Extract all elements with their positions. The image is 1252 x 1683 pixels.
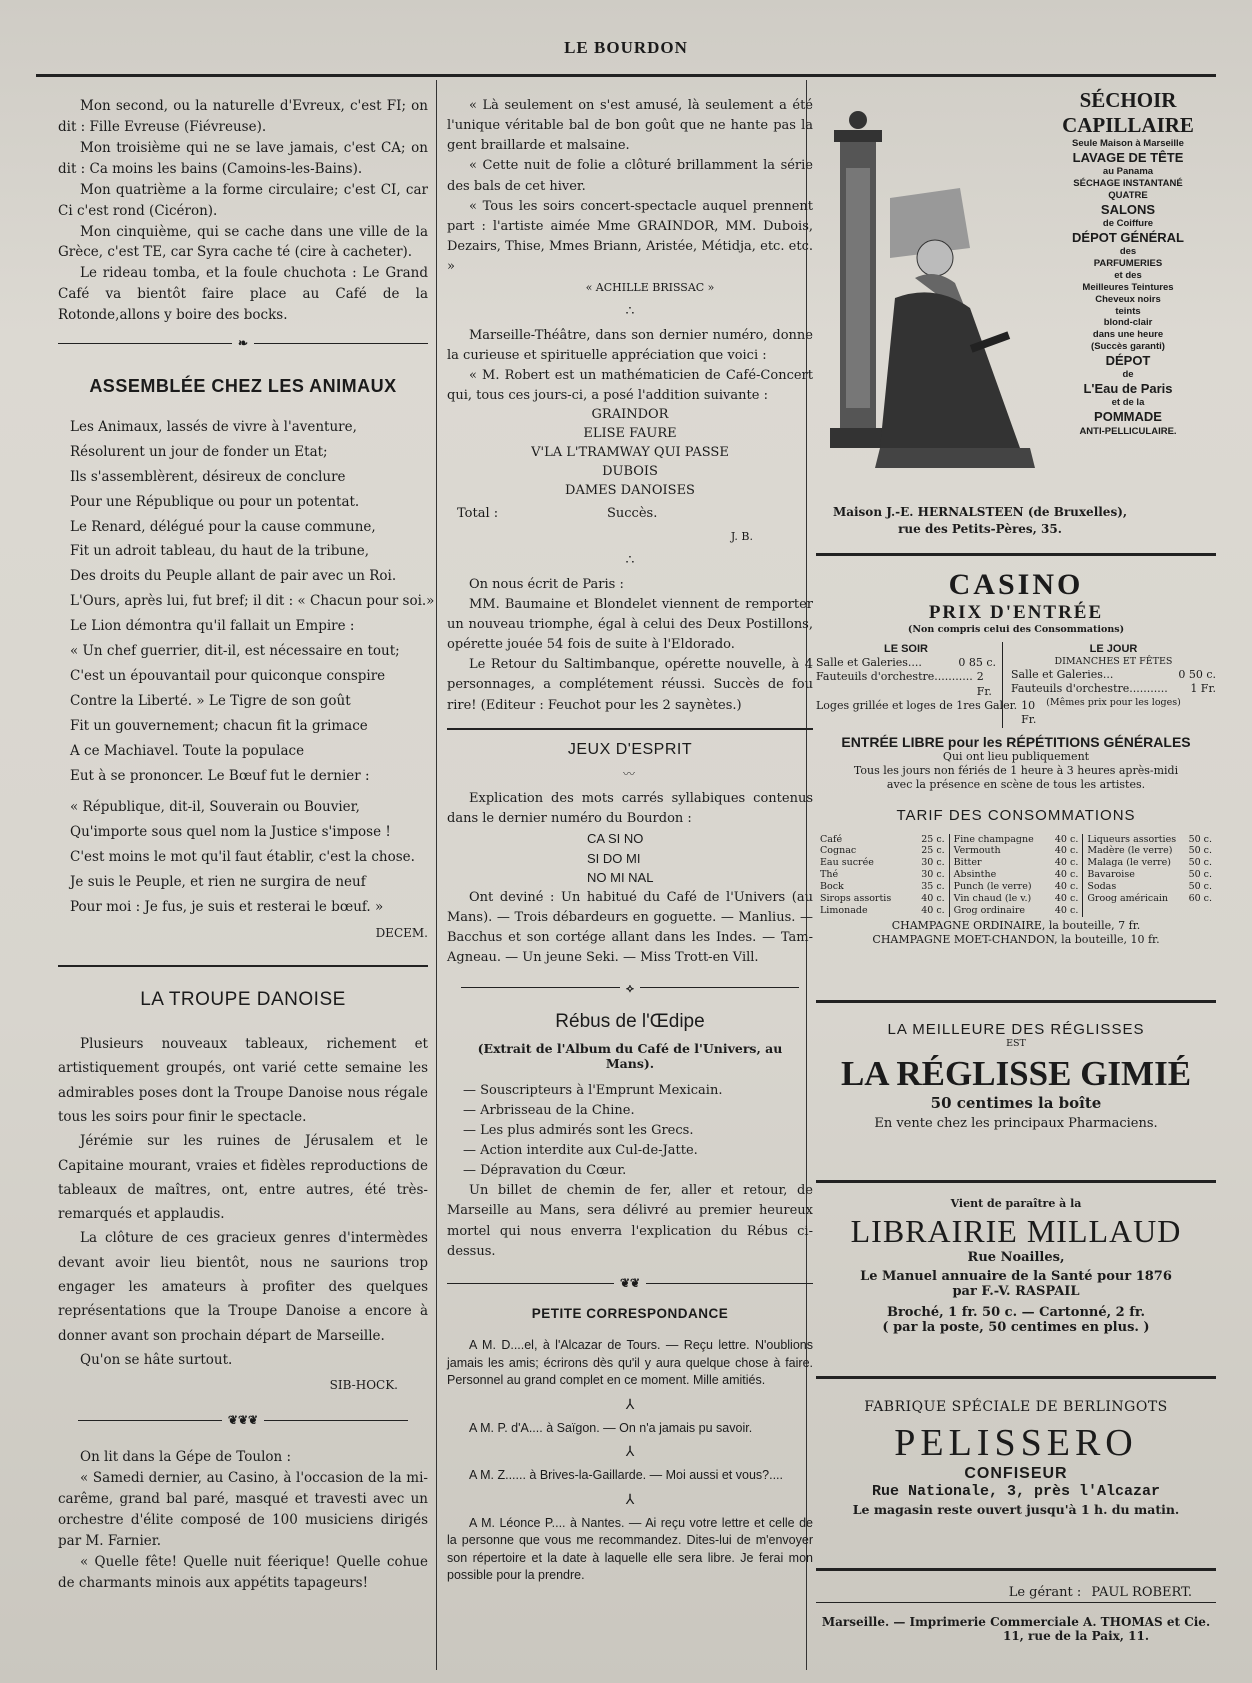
poem-line: Qu'importe sous quel nom la Justice s'impose !	[70, 824, 391, 841]
reglisse-ad	[816, 1000, 1216, 1131]
reglisse-price: 50 centimes la boîte	[930, 1093, 1102, 1112]
poem-line: Fit un gouvernement; chacun fit la grimace	[70, 718, 368, 735]
tarif-item: Grog ordinaire	[953, 904, 1025, 916]
sechoir-lines	[1040, 138, 1216, 437]
jeux-intro: Explication des mots carrés syllabiques contenus dans le dernier numéro du Bourdon :	[447, 791, 813, 827]
tarif-item: Thé	[820, 869, 839, 881]
tarif-price: 50 c.	[1188, 857, 1213, 869]
pelissero-title: PELISSERO	[894, 1422, 1138, 1464]
paragraph: Jérémie sur les ruines de Jérusalem et le Capitaine mourant, vraies et fidèles reproductions de tableaux de maîtres, ont, entre autres, été très-remarqués et applaudis.	[58, 1133, 428, 1223]
rebus-title: Rébus de l'Œdipe	[555, 1011, 705, 1033]
paragraph: Mon quatrième a la forme circulaire; c'est CI, car Ci c'est rond (Cicéron).	[58, 181, 428, 219]
sechoir-line: des	[1119, 246, 1137, 258]
sechoir-line: blond-clair	[1103, 317, 1153, 329]
poem-line: Les Animaux, lassés de vivre à l'aventure,	[70, 418, 357, 435]
tarif-row	[820, 893, 945, 905]
casino-title: CASINO	[948, 568, 1084, 601]
price-value: 10 Fr.	[1021, 699, 1037, 727]
imprimerie-1: Marseille. — Imprimerie Commerciale A. THOMAS et Cie.	[821, 1615, 1211, 1629]
tarif-item: Liqueurs assorties	[1087, 833, 1177, 845]
entree-line: avec la présence en scène de tous les artistes.	[886, 778, 1146, 792]
poem-line: Le Renard, délégué pour la cause commune,	[70, 518, 376, 535]
sechoir-ad	[1040, 88, 1216, 437]
reglisse-line2: EST	[1006, 1038, 1026, 1049]
rebus-item: — Souscripteurs à l'Emprunt Mexicain.	[463, 1082, 723, 1098]
price-label: Salle et Galeries....	[816, 656, 922, 670]
poem-line: Des droits du Peuple allant de pair avec un Roi.	[70, 568, 397, 585]
ornament-divider-3: ⟡	[461, 979, 799, 998]
tarif-price: 40 c.	[1054, 845, 1079, 857]
tarif-price: 50 c.	[1188, 845, 1213, 857]
pelissero-addr: Rue Nationale, 3, près l'Alcazar	[871, 1483, 1161, 1500]
price-row	[1011, 668, 1216, 682]
tarif-row	[954, 834, 1079, 846]
casino-soir-rows	[816, 656, 1037, 727]
grid-row: CA SI NO	[587, 831, 644, 847]
casino-prices	[816, 642, 1216, 728]
paragraph: Mon troisième qui ne se lave jamais, c'est CA; on dit : Ca moins les bains (Camoins-les-Bains).	[58, 139, 428, 177]
casino-jour-title: LE JOUR	[1089, 642, 1138, 655]
tarif-item: Limonade	[820, 904, 868, 916]
tarif-item: Bitter	[953, 857, 982, 869]
grid-row: NO MI NAL	[587, 870, 654, 886]
sechoir-line: Meilleures Teintures	[1082, 281, 1174, 293]
tarif-row	[954, 869, 1079, 881]
tarif-row	[1087, 869, 1212, 881]
paragraph: « Tous les soirs concert-spectacle auquel prennent part : l'artiste aimée Mme GRAINDOR, MM. Dubois, Dezairs, Thise, Mmes Briann, Aristée, Métidja, etc. etc. »	[447, 198, 813, 275]
ornament-divider: ❧	[58, 334, 428, 353]
corresp-item: A M. Z...... à Brives-la-Gaillarde. — Moi aussi et vous?....	[469, 1468, 783, 1483]
price-label: Salle et Galeries...	[1011, 668, 1114, 682]
sechoir-line: POMMADE	[1094, 409, 1162, 425]
column-2	[447, 96, 813, 1585]
tarif-item: Sodas	[1087, 881, 1117, 893]
poem-signature: DECEM.	[375, 926, 428, 940]
ornament-divider-4: ❦❦	[447, 1274, 813, 1293]
poem-line: Fit un adroit tableau, du haut de la tribune,	[70, 543, 370, 560]
jeux-guessed: Ont deviné : Un habitué du Café de l'Univers (au Mans). — Trois débardeurs en goguette. — Manlius. — Bacchus et son cortége allant dans les Indes. — Tam-Agneau. — Un jeune Seki. — Miss Trott-en Vill.	[447, 889, 813, 966]
rebus-subtitle: (Extrait de l'Album du Café de l'Univers, au Mans).	[477, 1040, 783, 1071]
tarif-price: 60 c.	[1188, 892, 1213, 904]
tarif-row	[954, 845, 1079, 857]
tarif-item: Cognac	[820, 845, 857, 857]
casino-soir	[816, 642, 1037, 728]
intro-paragraphs	[58, 96, 428, 326]
reglisse-line1: LA MEILLEURE DES RÉGLISSES	[887, 1021, 1145, 1038]
price-row	[1011, 682, 1216, 696]
tarif-row	[820, 881, 945, 893]
tarif-table	[816, 834, 1216, 917]
tarif-row	[820, 834, 945, 846]
price-value: 0 85 c.	[958, 656, 996, 670]
tarif-column	[1083, 834, 1216, 917]
price-label: Loges grillée et loges de 1res Galer.	[816, 699, 1018, 713]
entree-line: Tous les jours non fériés de 1 heure à 3 heures après-midi	[853, 763, 1179, 777]
price-value: 2 Fr.	[976, 670, 992, 698]
price-value: 0 50 c.	[1178, 668, 1216, 682]
poem-line: « République, dit-il, Souverain ou Bouvier,	[70, 799, 360, 816]
gerant-line	[816, 1585, 1192, 1600]
tarif-row	[1087, 834, 1212, 846]
librairie-ad	[816, 1180, 1216, 1335]
casino-entree-lines	[816, 750, 1216, 793]
sechoir-line: Cheveux noirs	[1095, 293, 1161, 305]
pelissero-hours: Le magasin reste ouvert jusqu'à 1 h. du matin.	[852, 1502, 1180, 1517]
price-row	[816, 670, 996, 699]
pelissero-intro: FABRIQUE SPÉCIALE DE BERLINGOTS	[864, 1399, 1168, 1415]
price-row	[816, 656, 996, 670]
poem-line: Le Lion démontra qu'il fallait un Empire :	[70, 618, 355, 635]
troupe-signature: SIB-HOCK.	[329, 1378, 398, 1393]
tarif-item: Sirops assortis	[820, 892, 892, 904]
asterism-2: ∴	[625, 551, 635, 568]
reglisse-title: LA RÉGLISSE GIMIÉ	[840, 1053, 1192, 1093]
corresp-item: A M. Léonce P.... à Nantes. — Ai reçu votre lettre et celle de la personne que vous me recommandez. Dites-lui de m'envoyer son répertoire et la date à laquelle elle sera libre. Je ferai mon possible pour la prendre.	[447, 1515, 813, 1583]
tarif-row	[1087, 893, 1212, 905]
rebus-item: — Dépravation du Cœur.	[463, 1163, 627, 1179]
tarif-price: 30 c.	[921, 857, 945, 869]
column-divider-1	[436, 80, 437, 1670]
pelissero-sub: CONFISEUR	[964, 1465, 1068, 1482]
paragraph: Plusieurs nouveaux tableaux, richement et artistiquement groupés, ont varié cette semaine les admirables poses dont la Troupe Danoise nous régale tous les soirs pour finir le spectacle.	[58, 1036, 428, 1125]
tarif-price: 35 c.	[921, 881, 945, 893]
casino-jour-rows	[1011, 668, 1216, 697]
price-value: 1 Fr.	[1190, 682, 1216, 696]
paragraph: « Là seulement on s'est amusé, là seulement a été l'unique véritable bal de bon goût que ne hante pas la gent braillarde et malsaine.	[447, 98, 813, 154]
rebus-items	[447, 1081, 813, 1182]
sechoir-line: L'Eau de Paris	[1083, 381, 1173, 397]
paragraph: On nous écrit de Paris :	[469, 576, 624, 592]
gerant-name: PAUL ROBERT.	[1091, 1585, 1192, 1600]
theatre-paragraphs	[447, 326, 813, 407]
tarif-title: TARIF DES CONSOMMATIONS	[896, 806, 1136, 824]
sechoir-line: QUATRE	[1108, 189, 1148, 201]
tarif-row	[820, 869, 945, 881]
tarif-item: Groog américain	[1087, 892, 1169, 904]
paris-paragraphs	[447, 575, 813, 716]
tarif-row	[1087, 857, 1212, 869]
top-signature: « ACHILLE BRISSAC »	[585, 281, 715, 295]
price-label: Fauteuils d'orchestre...........	[816, 670, 973, 684]
tarif-item: Malaga (le verre)	[1087, 857, 1171, 869]
jeux-ornament: 〰	[622, 766, 637, 781]
librairie-intro: Vient de paraître à la	[950, 1197, 1082, 1210]
tarif-row	[954, 857, 1079, 869]
sechoir-line: teints	[1115, 305, 1141, 317]
corresp-ornament: ⅄	[625, 1444, 635, 1461]
price-row	[816, 699, 1037, 728]
casino-entree: ENTRÉE LIBRE pour les RÉPÉTITIONS GÉNÉRALES	[841, 733, 1191, 750]
tarif-price: 40 c.	[1054, 857, 1079, 869]
paragraph: « Samedi dernier, au Casino, à l'occasion de la mi-carême, grand bal paré, masqué et travesti avec un orchestre d'élite composé de 100 musiciens dirigés par M. Farnier.	[58, 1470, 428, 1550]
imprimerie-2: 11, rue de la Paix, 11.	[1002, 1629, 1150, 1643]
sechoir-line: LAVAGE DE TÊTE	[1072, 149, 1184, 165]
librairie-book: Le Manuel annuaire de la Santé pour 1876	[860, 1269, 1172, 1285]
tarif-item: Punch (le verre)	[953, 881, 1032, 893]
poem-line: Pour moi : Je fus, je suis et resterai le bœuf. »	[70, 899, 384, 916]
casino-jour-sub: DIMANCHES ET FÊTES	[1054, 656, 1173, 668]
poem-line: L'Ours, après lui, fut bref; il dit : « Chacun pour soi.»	[70, 593, 435, 610]
tarif-price: 40 c.	[1054, 904, 1079, 916]
top-paragraphs	[447, 96, 813, 277]
poem-line: « Un chef guerrier, dit-il, est nécessaire en tout;	[70, 643, 400, 660]
gerant-block	[816, 1568, 1216, 1600]
champagne-2: CHAMPAGNE MOET-CHANDON, la bouteille, 10 fr.	[872, 932, 1160, 946]
troupe-paragraphs	[58, 1032, 428, 1372]
tarif-row	[1087, 881, 1212, 893]
sechoir-line: DÉPOT	[1105, 353, 1151, 368]
tarif-row	[820, 857, 945, 869]
tarif-row	[954, 881, 1079, 893]
casino-prix: PRIX D'ENTRÉE	[928, 602, 1104, 623]
rebus-item: — Les plus admirés sont les Grecs.	[463, 1122, 694, 1138]
sechoir-address-2: rue des Petits-Pères, 35.	[898, 521, 1062, 536]
sechoir-line: dans une heure	[1092, 329, 1164, 341]
poem-line: Ils s'assemblèrent, désireux de conclure	[70, 468, 346, 485]
jeux-grid	[447, 829, 813, 888]
sechoir-line: de	[1122, 369, 1134, 381]
poem-line: C'est un épouvantail pour quiconque conspire	[70, 668, 386, 685]
gepe-paragraphs	[58, 1447, 428, 1593]
corresp-title: PETITE CORRESPONDANCE	[531, 1306, 729, 1322]
paragraph: Mon cinquième, qui se cache dans une ville de la Grèce, c'est TE, car Syra cache té (cire à cacheter).	[58, 223, 428, 261]
corresp-ornament: ⅄	[625, 1396, 635, 1413]
column-1	[58, 96, 435, 1594]
tarif-row	[954, 893, 1079, 905]
paragraph: Marseille-Théâtre, dans son dernier numéro, donne la curieuse et spirituelle appréciation que voici :	[447, 327, 813, 363]
ornament-divider-2: ❦❦❦	[78, 1411, 408, 1430]
tarif-item: Vermouth	[953, 845, 1001, 857]
tarif-item: Madère (le verre)	[1087, 845, 1173, 857]
sechoir-line: ANTI-PELLICULAIRE.	[1079, 425, 1177, 437]
paragraph: Le Retour du Saltimbanque, opérette nouvelle, à 4 personnages, a complétement réussi. Succès de fou rire! (Editeur : Feuchot pour les 2 saynètes.)	[447, 657, 813, 713]
tarif-price: 50 c.	[1188, 869, 1213, 881]
paragraph: « Quelle fête! Quelle nuit féerique! Quelle cohue de charmants minois aux appétits tapageurs!	[58, 1553, 428, 1591]
sechoir-line: PARFUMERIES	[1093, 258, 1163, 269]
tarif-item: Eau sucrée	[820, 857, 874, 869]
tarif-row	[1087, 845, 1212, 857]
tarif-price: 40 c.	[921, 892, 945, 904]
casino-jour	[1003, 642, 1216, 728]
tarif-item: Fine champagne	[953, 833, 1034, 845]
sechoir-line: au Panama	[1102, 166, 1154, 178]
entree-line: Qui ont lieu publiquement	[942, 749, 1090, 763]
tarif-price: 30 c.	[921, 869, 945, 881]
poem-line: Résolurent un jour de fonder un Etat;	[70, 443, 328, 460]
tarif-row	[820, 845, 945, 857]
corresp-ornament: ⅄	[625, 1491, 635, 1508]
corresp-item: A M. D....el, à l'Alcazar de Tours. — Reçu lettre. N'oublions jamais les amis; écrirons dès qu'il y aura quelque chose à faire. Personnel au grand complet en ce moment. Mille amitiés.	[447, 1338, 813, 1388]
asterism: ∴	[625, 302, 635, 319]
tarif-item: Bavaroise	[1087, 869, 1135, 881]
paragraph: « M. Robert est un mathématicien de Café-Concert qui, tous ces jours-ci, a posé l'addition suivante :	[447, 367, 813, 403]
gerant-label: Le gérant :	[1008, 1585, 1082, 1600]
addition-line: ELISE FAURE	[583, 425, 677, 441]
paragraph: « Cette nuit de folie a clôturé brillamment la série des bals de cet hiver.	[447, 158, 813, 194]
tarif-item: Vin chaud (le v.)	[953, 892, 1032, 904]
sechoir-line: Seule Maison à Marseille	[1072, 138, 1184, 149]
casino-prix-note: (Non compris celui des Consommations)	[907, 624, 1125, 635]
tarif-item: Bock	[820, 881, 844, 893]
tarif-price: 50 c.	[1188, 833, 1213, 845]
poem-line: Contre la Liberté. » Le Tigre de son goût	[70, 693, 351, 710]
rebus-item: — Action interdite aux Cul-de-Jatte.	[463, 1142, 698, 1158]
jeux-title: JEUX D'ESPRIT	[567, 740, 693, 758]
poem-line: C'est moins le mot qu'il faut établir, c'est la chose.	[70, 849, 415, 866]
sechoir-title: SÉCHOIR CAPILLAIRE	[1062, 88, 1194, 137]
poem-stanza-2	[58, 795, 428, 920]
librairie-author: par F.-V. RASPAIL	[952, 1284, 1080, 1300]
tarif-price: 40 c.	[1054, 869, 1079, 881]
rebus-prize: Un billet de chemin de fer, aller et retour, de Marseille au Mans, sera délivré au premier heureux mortel qui nous enverra l'explication du Rébus ci-dessus.	[447, 1183, 813, 1259]
tarif-price: 40 c.	[1054, 833, 1079, 845]
top-rule	[36, 74, 1216, 77]
addition-line: V'LA L'TRAMWAY QUI PASSE	[531, 444, 729, 460]
paragraph: Le rideau tomba, et la foule chuchota : Le Grand Café va bientôt faire place au Café de la Rotonde,allons y boire des bocks.	[58, 265, 428, 324]
rebus-item: — Arbrisseau de la Chine.	[463, 1102, 635, 1118]
tarif-price: 40 c.	[1054, 881, 1079, 893]
corresp-items	[447, 1337, 813, 1585]
section-rule-2	[447, 728, 813, 730]
addition-line: DAMES DANOISES	[565, 482, 695, 498]
tarif-row	[954, 905, 1079, 917]
reglisse-sale: En vente chez les principaux Pharmaciens.	[874, 1115, 1158, 1131]
tarif-item: Absinthe	[953, 869, 997, 881]
poem-line: A ce Machiavel. Toute la populace	[70, 743, 305, 760]
grid-row: SI DO MI	[587, 850, 641, 866]
poem-title: ASSEMBLÉE CHEZ LES ANIMAUX	[89, 375, 397, 396]
poem-line: Eut à se prononcer. Le Bœuf fut le dernier :	[70, 768, 370, 785]
initials: J. B.	[730, 530, 753, 544]
sechoir-line: SALONS	[1100, 201, 1156, 217]
troupe-title: LA TROUPE DANOISE	[140, 988, 346, 1010]
imprimerie-block	[816, 1602, 1216, 1643]
paragraph: Qu'on se hâte surtout.	[80, 1351, 233, 1368]
poem-line: Pour une République ou pour un potentat.	[70, 493, 360, 510]
tarif-price: 40 c.	[921, 904, 945, 916]
sechoir-line: DÉPOT GÉNÉRAL	[1072, 229, 1184, 245]
tarif-column	[950, 834, 1084, 917]
librairie-prices: Broché, 1 fr. 50 c. — Cartonné, 2 fr.	[886, 1305, 1146, 1321]
paragraph: Mon second, ou la naturelle d'Evreux, c'est FI; on dit : Fille Evreuse (Fiévreuse).	[58, 98, 428, 135]
casino-soir-title: LE SOIR	[883, 642, 928, 655]
sechoir-line: (Succès garanti)	[1091, 341, 1165, 353]
librairie-post: ( par la poste, 50 centimes en plus. )	[882, 1320, 1150, 1336]
pelissero-ad	[816, 1376, 1216, 1517]
total-row	[447, 504, 813, 524]
total-label: Total :	[457, 506, 499, 522]
section-rule	[58, 965, 428, 967]
librairie-title: LIBRAIRIE MILLAUD	[850, 1213, 1182, 1250]
sechoir-address	[830, 504, 1130, 538]
seated-woman-illustration	[820, 108, 1050, 488]
casino-ad	[816, 553, 1216, 947]
addition-list	[447, 406, 813, 500]
casino-jour-note: (Mêmes prix pour les loges)	[1046, 696, 1181, 708]
tarif-price: 25 c.	[921, 833, 945, 845]
sechoir-line: et des	[1114, 269, 1142, 281]
poem-stanza-1	[58, 415, 435, 790]
paragraph: On lit dans la Gépe de Toulon :	[80, 1449, 292, 1466]
addition-line: DUBOIS	[602, 463, 658, 479]
tarif-item: Café	[820, 833, 843, 845]
sechoir-line: de Coiffure	[1102, 218, 1154, 229]
addition-line: GRAINDOR	[591, 407, 669, 423]
sechoir-line: SÉCHAGE INSTANTANÉ	[1073, 178, 1183, 189]
tarif-price: 25 c.	[921, 845, 945, 857]
tarif-column	[816, 834, 950, 917]
masthead: LE BOURDON	[564, 38, 688, 57]
tarif-row	[820, 905, 945, 917]
champagne-1: CHAMPAGNE ORDINAIRE, la bouteille, 7 fr.	[891, 918, 1141, 932]
corresp-item: A M. P. d'A.... à Saïgon. — On n'a jamais pu savoir.	[469, 1420, 753, 1435]
tarif-price: 50 c.	[1188, 881, 1213, 893]
tarif-price: 40 c.	[1054, 892, 1079, 904]
sechoir-line: et de la	[1111, 397, 1145, 409]
paragraph: MM. Baumaine et Blondelet viennent de remporter un nouveau triomphe, égal à celui des Deux Postillons, opérette jouée 54 fois de suite à l'Eldorado.	[447, 596, 813, 653]
total-value: Succès.	[607, 506, 658, 522]
poem-line: Je suis le Peuple, et rien ne surgira de neuf	[70, 874, 366, 891]
librairie-street: Rue Noailles,	[967, 1250, 1065, 1266]
sechoir-address-1: Maison J.-E. HERNALSTEEN (de Bruxelles),	[832, 505, 1128, 519]
price-label: Fauteuils d'orchestre...........	[1011, 682, 1168, 696]
paragraph: La clôture de ces gracieux genres d'intermèdes devant avoir lieu bientôt, nous ne saurions trop engager les amateurs à profiter des quelques représentations que la Troupe Danoise a encore à donner avant son prochain départ de Marseille.	[58, 1230, 428, 1344]
